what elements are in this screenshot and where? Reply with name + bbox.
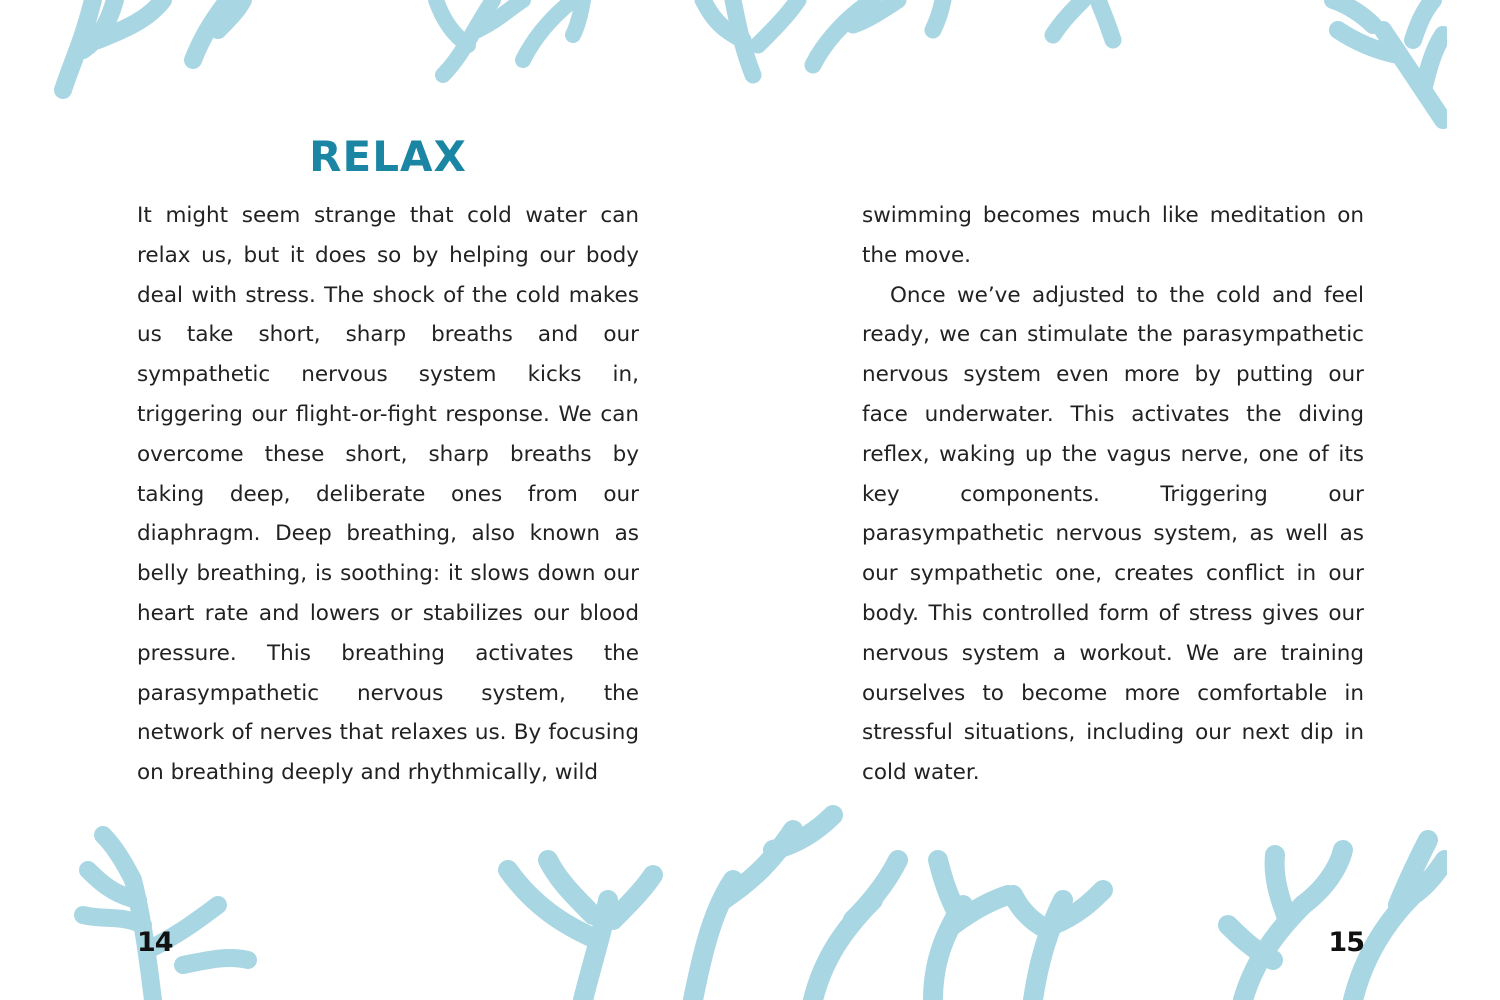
- page-number-right: 15: [1328, 927, 1364, 958]
- left-page-body: [137, 196, 639, 793]
- paragraph: It might seem strange that cold water can relax us, but it does so by helping our body deal with stress. The shock of the cold makes us take short, sharp breaths and our sympathetic nervous system kicks in, triggering our flight-or-fight response. We can overcome these short, sharp breaths by taking deep, deliberate ones from our diaphragm. Deep breathing, also known as belly breathing, is soothing: it slows down our heart rate and lowers or stabilizes our blood pressure. This breathing activates the parasympathetic nervous system, the network of nerves that relaxes us. By focusing on breathing deeply and rhythmically, wild: [137, 203, 639, 786]
- left-page: [137, 0, 639, 1000]
- right-page: [862, 0, 1364, 1000]
- chapter-title: RELAX: [309, 132, 467, 181]
- right-page-body: [862, 196, 1364, 793]
- paragraph: swimming becomes much like meditation on the move.: [862, 203, 1364, 268]
- page-number-left: 14: [137, 927, 173, 958]
- book-spread: [53, 0, 1447, 1000]
- paragraph: Once we’ve adjusted to the cold and feel ready, we can stimulate the parasympathetic nervous system even more by putting our face underwater. This activates the diving reflex, waking up the vagus nerve, one of its key components. Triggering our parasympathetic nervous system, as well as our sympathetic one, creates conflict in our body. This controlled form of stress gives our nervous system a workout. We are training ourselves to become more comfortable in stressful situations, including our next dip in cold water.: [862, 282, 1364, 786]
